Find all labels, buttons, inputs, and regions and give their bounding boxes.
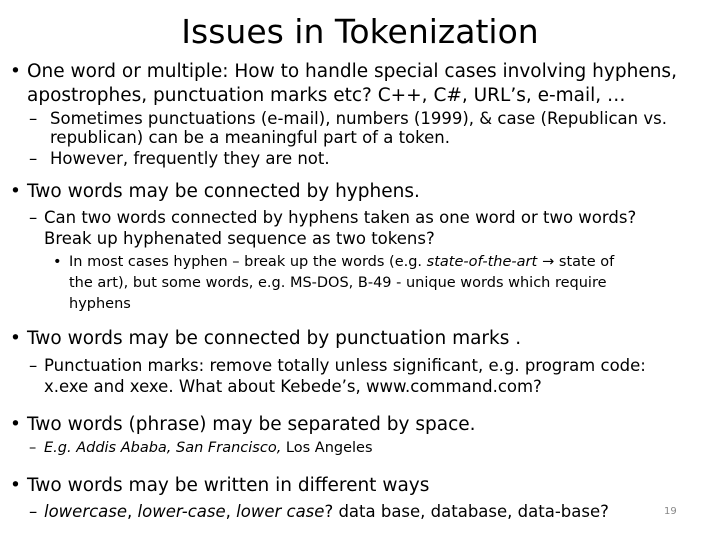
variant-emphasis: lower case: [236, 502, 325, 521]
sub-bullet-2-1-line-2: Break up hyphenated sequence as two tokens?: [44, 229, 435, 248]
bullet-marker: •: [10, 181, 21, 202]
separator: ,: [127, 502, 138, 521]
sub-bullet-1-1-line-1: Sometimes punctuations (e-mail), numbers (1999), & case (Republican vs.: [50, 109, 667, 128]
variant-text: ? data base, database, data-base?: [324, 502, 609, 521]
sub-bullet-5-1: [44, 502, 609, 522]
tertiary-text: In most cases hyphen – break up the words (e.g.: [69, 254, 427, 270]
tertiary-text-end: state of: [554, 254, 615, 270]
bullet-marker: •: [10, 328, 21, 349]
bullet-3-line-1: Two words may be connected by punctuation marks .: [27, 328, 522, 349]
separator: ,: [225, 502, 237, 521]
variant-emphasis: lower-case: [137, 502, 226, 521]
sub-bullet-1-1-line-2: republican) can be a meaningful part of a token.: [50, 128, 450, 147]
sub-bullet-3-1-line-1: Punctuation marks: remove totally unless significant, e.g. program code:: [44, 356, 646, 375]
variant-emphasis: lowercase: [44, 502, 128, 521]
bullet-marker: •: [53, 254, 62, 270]
slide-number: 19: [664, 506, 677, 517]
bullet-marker: •: [10, 414, 21, 435]
tertiary-emphasis: state-of-the-art: [426, 254, 538, 270]
slide-title: Issues in Tokenization: [181, 12, 539, 51]
tertiary-bullet-line-2: the art), but some words, e.g. MS-DOS, B-49 - unique words which require: [69, 275, 607, 291]
sub-bullet-1-2: However, frequently they are not.: [50, 149, 330, 168]
dash-marker: –: [29, 109, 38, 128]
bullet-4-line-1: Two words (phrase) may be separated by space.: [27, 414, 476, 435]
example-emphasis: E.g. Addis Ababa, San Francisco,: [44, 440, 282, 456]
bullet-marker: •: [10, 475, 21, 496]
bullet-1-line-2: apostrophes, punctuation marks etc? C++, C#, URL’s, e-mail, …: [27, 85, 626, 106]
tertiary-bullet-line-1: [69, 253, 614, 271]
dash-marker: –: [29, 149, 38, 168]
sub-bullet-4-1: [44, 439, 373, 457]
bullet-2-line-1: Two words may be connected by hyphens.: [27, 181, 420, 202]
dash-marker: –: [29, 356, 38, 375]
tertiary-bullet-line-3: hyphens: [69, 296, 131, 312]
sub-bullet-2-1-line-1: Can two words connected by hyphens taken as one word or two words?: [44, 208, 637, 227]
dash-marker: –: [29, 440, 37, 456]
example-text: Los Angeles: [281, 440, 373, 456]
bullet-1-line-1: One word or multiple: How to handle special cases involving hyphens,: [27, 61, 677, 82]
bullet-marker: •: [10, 61, 21, 82]
dash-marker: –: [29, 502, 38, 521]
arrow-icon: →: [542, 254, 555, 270]
sub-bullet-3-1-line-2: x.exe and xexe. What about Kebede’s, www.command.com?: [44, 377, 542, 396]
dash-marker: –: [29, 208, 38, 227]
bullet-5-line-1: Two words may be written in different ways: [27, 475, 430, 496]
